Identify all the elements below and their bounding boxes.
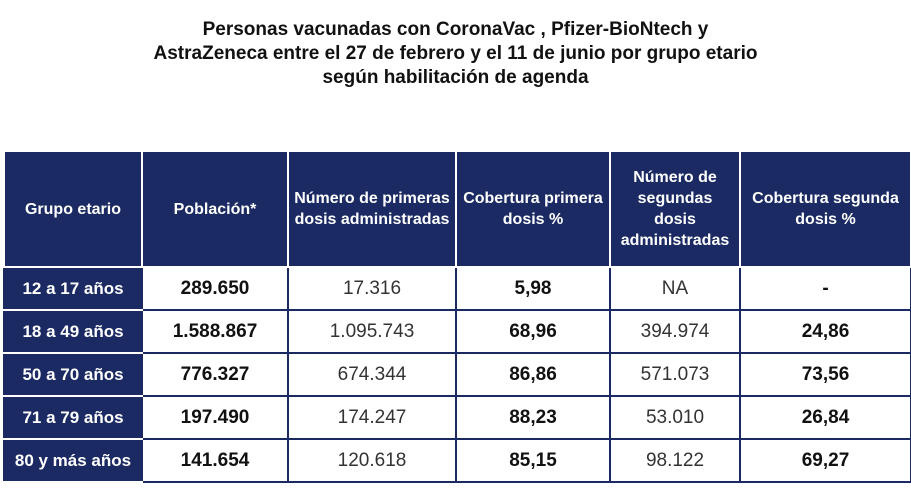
table-header-row: [4, 151, 911, 267]
cell-poblacion: 1.588.867: [142, 310, 288, 353]
cell-primeras-dosis: 1.095.743: [288, 310, 456, 353]
cell-cobertura-segunda: 69,27: [740, 439, 911, 482]
page-title: [0, 18, 911, 90]
cell-cobertura-primera: 86,86: [456, 353, 610, 396]
cell-poblacion: 776.327: [142, 353, 288, 396]
header-cobertura-primera: Cobertura primera dosis %: [456, 151, 610, 267]
table-row: [4, 267, 911, 310]
cell-poblacion: 141.654: [142, 439, 288, 482]
cell-primeras-dosis: 17.316: [288, 267, 456, 310]
cell-grupo-etario: 12 a 17 años: [4, 267, 142, 310]
table-row: [4, 353, 911, 396]
cell-segundas-dosis: 53.010: [610, 396, 740, 439]
table-row: [4, 439, 911, 482]
cell-primeras-dosis: 174.247: [288, 396, 456, 439]
cell-cobertura-primera: 68,96: [456, 310, 610, 353]
cell-cobertura-segunda: 73,56: [740, 353, 911, 396]
cell-segundas-dosis: 98.122: [610, 439, 740, 482]
vaccination-table: [3, 150, 911, 483]
cell-poblacion: 289.650: [142, 267, 288, 310]
header-cobertura-segunda: Cobertura segunda dosis %: [740, 151, 911, 267]
title-line-1: Personas vacunadas con CoronaVac , Pfizer-BioNtech y: [202, 19, 709, 40]
header-segundas-dosis: Número de segundas dosis administradas: [610, 151, 740, 267]
cell-grupo-etario: 80 y más años: [4, 439, 142, 482]
cell-cobertura-segunda: 24,86: [740, 310, 911, 353]
table-row: [4, 310, 911, 353]
cell-cobertura-segunda: -: [740, 267, 911, 310]
header-grupo-etario: Grupo etario: [4, 151, 142, 267]
title-line-2: AstraZeneca entre el 27 de febrero y el 11 de junio por grupo etario: [153, 43, 758, 64]
cell-cobertura-primera: 85,15: [456, 439, 610, 482]
cell-segundas-dosis: NA: [610, 267, 740, 310]
cell-primeras-dosis: 674.344: [288, 353, 456, 396]
cell-segundas-dosis: 394.974: [610, 310, 740, 353]
header-poblacion: Población*: [142, 151, 288, 267]
cell-grupo-etario: 71 a 79 años: [4, 396, 142, 439]
title-line-3: según habilitación de agenda: [322, 67, 589, 88]
cell-cobertura-segunda: 26,84: [740, 396, 911, 439]
cell-primeras-dosis: 120.618: [288, 439, 456, 482]
cell-segundas-dosis: 571.073: [610, 353, 740, 396]
cell-poblacion: 197.490: [142, 396, 288, 439]
cell-grupo-etario: 18 a 49 años: [4, 310, 142, 353]
cell-grupo-etario: 50 a 70 años: [4, 353, 142, 396]
cell-cobertura-primera: 5,98: [456, 267, 610, 310]
cell-cobertura-primera: 88,23: [456, 396, 610, 439]
header-primeras-dosis: Número de primeras dosis administradas: [288, 151, 456, 267]
table-row: [4, 396, 911, 439]
